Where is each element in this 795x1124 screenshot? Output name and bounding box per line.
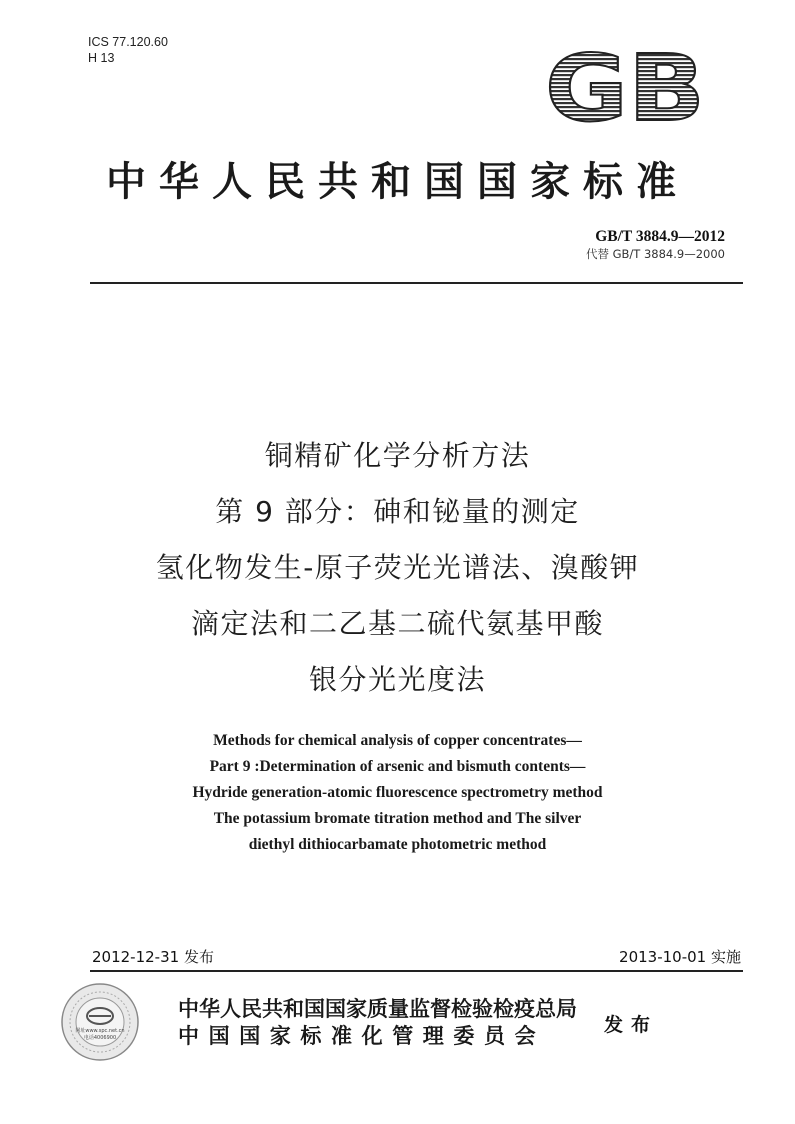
publishers <box>178 996 577 1050</box>
seal-text-2: 电话4006900 <box>83 1035 117 1041</box>
gb-logo-text: GB <box>545 42 705 138</box>
ics-code: ICS 77.120.60 <box>88 35 168 49</box>
seal-text-1: 网址www.spc.net.cn <box>75 1028 125 1034</box>
gb-logo <box>540 42 710 138</box>
implementation-date: 2013-10-01 实施 <box>619 948 741 966</box>
top-divider <box>90 282 743 284</box>
zh-title-line: 第 9 部分：砷和铋量的测定 <box>215 495 580 528</box>
anti-counterfeit-seal <box>60 982 140 1062</box>
zh-title-line: 银分光光度法 <box>308 663 486 696</box>
publisher-sac: 中国国家标准化管理委员会 <box>178 1024 546 1048</box>
bottom-divider <box>90 970 743 972</box>
en-title-line: diethyl dithiocarbamate photometric method <box>248 836 547 853</box>
en-title-line: Hydride generation-atomic fluorescence spectrometry method <box>192 784 603 801</box>
en-title-line: Part 9 :Determination of arsenic and bismuth contents— <box>209 758 586 775</box>
chinese-title <box>0 428 795 708</box>
standard-category-title: 中华人民共和国国家标准 <box>106 159 689 205</box>
issue-date: 2012-12-31 发布 <box>92 948 214 966</box>
ccs-code: H 13 <box>88 51 115 65</box>
zh-title-line: 氢化物发生-原子荧光光谱法、溴酸钾 <box>155 551 640 584</box>
standard-number: GB/T 3884.9—2012 <box>595 228 725 245</box>
publisher-aqsiq: 中华人民共和国国家质量监督检验检疫总局 <box>178 997 577 1021</box>
zh-title-line: 铜精矿化学分析方法 <box>264 439 531 472</box>
replaces-standard: 代替 GB/T 3884.9—2000 <box>585 247 725 261</box>
en-title-line: Methods for chemical analysis of copper concentrates— <box>213 732 582 749</box>
publish-label: 发布 <box>604 1014 659 1036</box>
en-title-line: The potassium bromate titration method and The silver <box>213 810 582 827</box>
zh-title-line: 滴定法和二乙基二硫代氨基甲酸 <box>190 607 604 640</box>
english-title <box>0 728 795 858</box>
classification-codes <box>88 34 168 66</box>
